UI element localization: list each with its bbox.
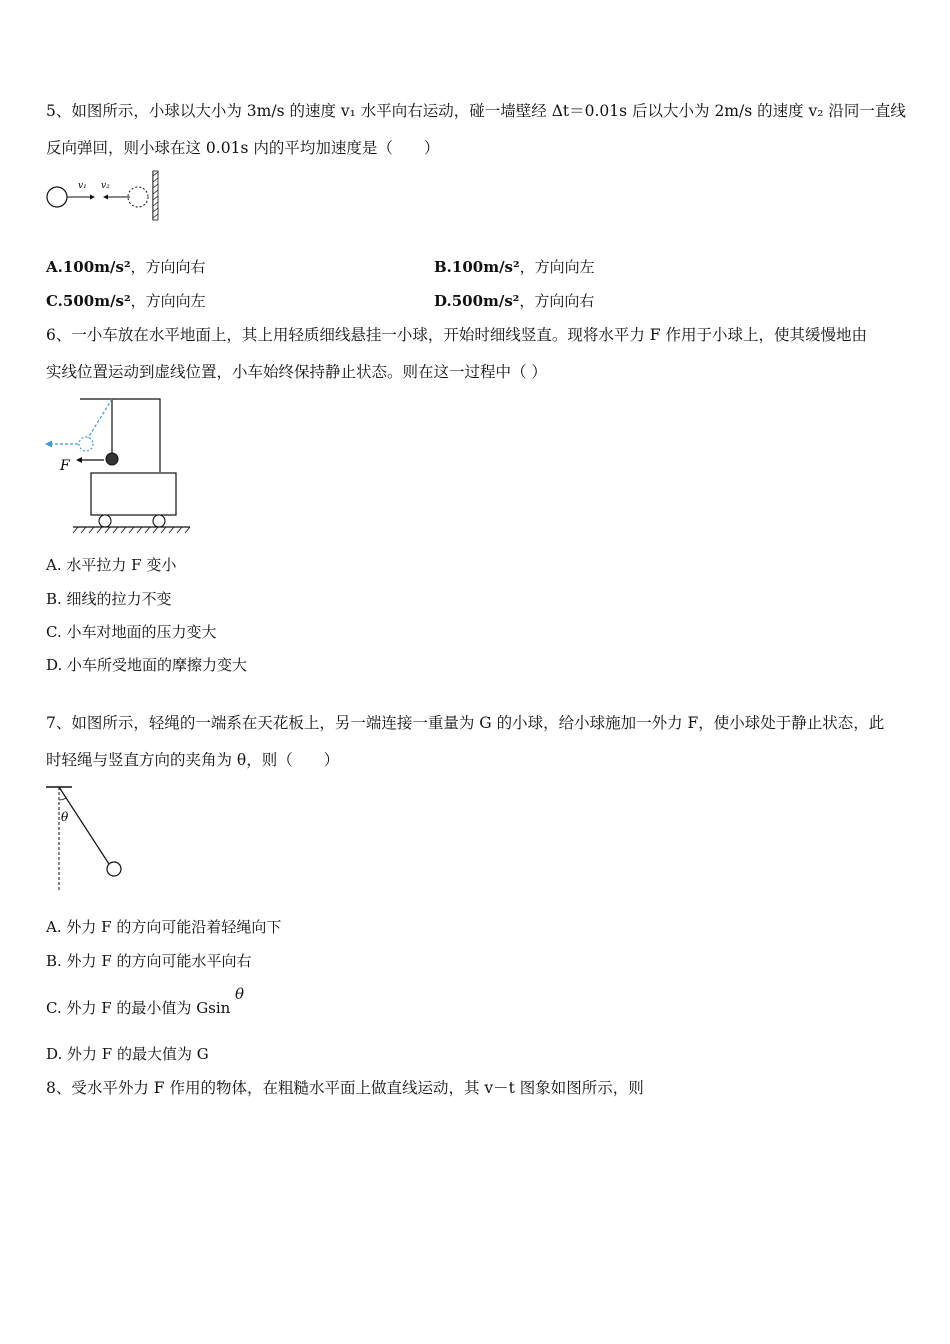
q5-option-b[interactable]: B.100m/s²，方向向左 <box>434 258 595 276</box>
q7-figure <box>42 782 132 894</box>
cart-body <box>91 473 176 515</box>
ball-dashed <box>128 187 148 207</box>
q5-figure <box>40 168 170 226</box>
q6-option-a[interactable]: A. 水平拉力 F 变小 <box>46 556 177 574</box>
force-label: F <box>60 458 70 474</box>
q6-option-b[interactable]: B. 细线的拉力不变 <box>46 590 172 608</box>
q7-option-c[interactable]: C. 外力 F 的最小值为 Gsin <box>46 999 231 1017</box>
theta-label: θ <box>61 810 69 824</box>
q5-stem-line1: 5、如图所示，小球以大小为 3m/s 的速度 v₁ 水平向右运动，碰一墙壁经 Δt＝0.01s 后以大小为 2m/s 的速度 v₂ 沿同一直线 <box>46 102 906 120</box>
v2-label: v₂ <box>101 181 110 191</box>
q7-option-d[interactable]: D. 外力 F 的最大值为 G <box>46 1045 209 1063</box>
q6-stem-line1: 6、一小车放在水平地面上，其上用轻质细线悬挂一小球，开始时细线竖直。现将水平力 F 作用于小球上，使其缓慢地由 <box>46 326 867 344</box>
q7-option-a[interactable]: A. 外力 F 的方向可能沿着轻绳向下 <box>46 918 282 936</box>
q7-option-c-theta: θ <box>235 985 245 1003</box>
q6-figure <box>40 394 200 534</box>
q5-option-a[interactable]: A.100m/s²，方向向右 <box>46 258 206 276</box>
ball-solid <box>106 453 118 465</box>
q7-stem-line1: 7、如图所示，轻绳的一端系在天花板上，另一端连接一重量为 G 的小球，给小球施加一外力 F，使小球处于静止状态，此 <box>46 714 885 732</box>
q5-stem-line2: 反向弹回，则小球在这 0.01s 内的平均加速度是（ ） <box>46 139 440 157</box>
q6-stem-line2: 实线位置运动到虚线位置，小车始终保持静止状态。则在这一过程中（ ） <box>46 363 547 381</box>
q7-option-b[interactable]: B. 外力 F 的方向可能水平向右 <box>46 952 252 970</box>
q6-option-d[interactable]: D. 小车所受地面的摩擦力变大 <box>46 656 248 674</box>
wheel <box>99 515 111 527</box>
ball-solid <box>47 187 67 207</box>
wheel <box>153 515 165 527</box>
v1-label: v₁ <box>78 181 87 191</box>
q6-option-c[interactable]: C. 小车对地面的压力变大 <box>46 623 217 641</box>
q5-option-d[interactable]: D.500m/s²，方向向右 <box>434 292 595 310</box>
q5-option-c[interactable]: C.500m/s²，方向向左 <box>46 292 206 310</box>
ball <box>107 862 121 876</box>
q7-stem-line2: 时轻绳与竖直方向的夹角为 θ，则（ ） <box>46 751 340 769</box>
q8-stem-line1: 8、受水平外力 F 作用的物体，在粗糙水平面上做直线运动，其 v－t 图象如图所示，则 <box>46 1079 644 1097</box>
ball-dashed <box>79 437 93 451</box>
